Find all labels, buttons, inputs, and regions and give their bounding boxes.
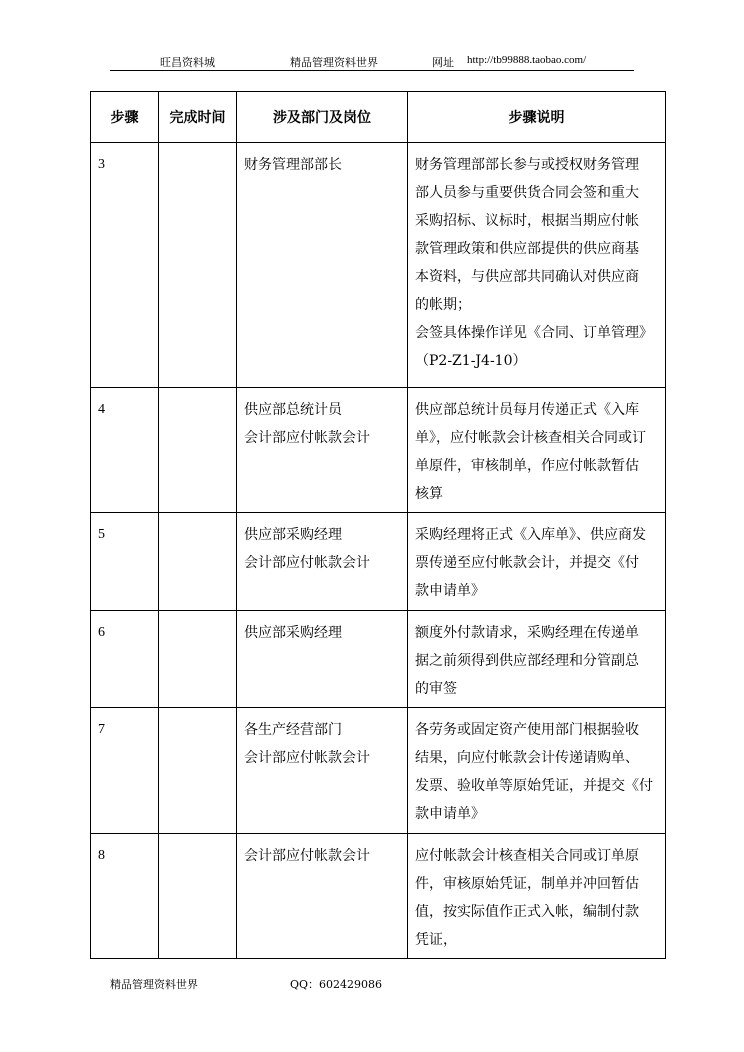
column-header-time: 完成时间 xyxy=(159,92,237,143)
table-row xyxy=(91,388,666,513)
page-header xyxy=(110,52,634,71)
description-line: 采购招标、议标时，根据当期应付帐 xyxy=(415,213,639,229)
department-name: 供应部总统计员 xyxy=(244,402,342,418)
footer-qq: QQ：602429086 xyxy=(290,978,383,991)
department-cell xyxy=(237,143,408,388)
description-line: 款申请单》 xyxy=(415,806,485,822)
table-row xyxy=(91,708,666,834)
procedure-table xyxy=(90,91,666,959)
header-site-name: 精品管理资料世界 xyxy=(290,56,378,69)
department-name: 会计部应付帐款会计 xyxy=(244,848,370,864)
step-number: 3 xyxy=(91,143,159,388)
department-name: 各生产经营部门 xyxy=(244,722,342,738)
step-number: 6 xyxy=(91,611,159,708)
description-line: 核算 xyxy=(415,486,443,502)
description-line: 单原件，审核制单，作应付帐款暂估 xyxy=(415,458,639,474)
description-line: 本资料，与供应部共同确认对供应商 xyxy=(415,269,639,285)
description-line: 部人员参与重要供货合同会签和重大 xyxy=(415,185,639,201)
step-number: 8 xyxy=(91,834,159,959)
description-line: 的审签 xyxy=(415,681,457,697)
description-line: 款管理政策和供应部提供的供应商基 xyxy=(415,241,639,257)
table-row xyxy=(91,834,666,959)
description-cell xyxy=(408,143,666,388)
description-line: 额度外付款请求，采购经理在传递单 xyxy=(415,625,639,641)
department-name: 会计部应付帐款会计 xyxy=(244,750,370,766)
footer-site-name: 精品管理资料世界 xyxy=(110,978,198,991)
step-number: 4 xyxy=(91,388,159,513)
department-name: 供应部采购经理 xyxy=(244,625,342,641)
department-cell xyxy=(237,388,408,513)
header-url-link[interactable]: http://tb99888.taobao.com/ xyxy=(467,54,587,66)
description-line: 单》，应付帐款会计核查相关合同或订 xyxy=(415,430,646,446)
table-row xyxy=(91,611,666,708)
description-cell xyxy=(408,611,666,708)
description-line: 会签具体操作详见《合同、订单管理》 xyxy=(415,325,653,341)
description-cell xyxy=(408,834,666,959)
step-number: 7 xyxy=(91,708,159,834)
description-line: 各劳务或固定资产使用部门根据验收 xyxy=(415,722,639,738)
completion-time xyxy=(159,143,237,388)
column-header-step: 步骤 xyxy=(91,92,159,143)
completion-time xyxy=(159,708,237,834)
step-number: 5 xyxy=(91,513,159,611)
header-url-label: 网址 xyxy=(432,56,454,69)
description-line: 凭证， xyxy=(415,932,457,948)
description-line: 财务管理部部长参与或授权财务管理 xyxy=(415,157,639,173)
completion-time xyxy=(159,513,237,611)
description-line: 的帐期； xyxy=(415,297,471,313)
description-cell xyxy=(408,708,666,834)
department-cell xyxy=(237,513,408,611)
description-line: 据之前须得到供应部经理和分管副总 xyxy=(415,653,639,669)
table-row xyxy=(91,513,666,611)
department-name: 供应部采购经理 xyxy=(244,527,342,543)
completion-time xyxy=(159,834,237,959)
description-line: 值，按实际值作正式入帐，编制付款 xyxy=(415,904,639,920)
description-line: 款申请单》 xyxy=(415,583,485,599)
column-header-department: 涉及部门及岗位 xyxy=(237,92,408,143)
table-header-row xyxy=(91,92,666,143)
completion-time xyxy=(159,388,237,513)
description-line: 票传递至应付帐款会计，并提交《付 xyxy=(415,555,639,571)
column-header-description: 步骤说明 xyxy=(408,92,666,143)
description-line: 应付帐款会计核查相关合同或订单原 xyxy=(415,848,639,864)
department-cell xyxy=(237,834,408,959)
description-line: 件，审核原始凭证，制单并冲回暂估 xyxy=(415,876,639,892)
description-line: 结果，向应付帐款会计传递请购单、 xyxy=(415,750,639,766)
department-name: 会计部应付帐款会计 xyxy=(244,555,370,571)
description-line: 采购经理将正式《入库单》、供应商发 xyxy=(415,527,646,543)
completion-time xyxy=(159,611,237,708)
table-row xyxy=(91,143,666,388)
header-shop-name: 旺昌资料城 xyxy=(160,56,215,69)
description-cell xyxy=(408,388,666,513)
description-line: 发票、验收单等原始凭证，并提交《付 xyxy=(415,778,653,794)
description-line: 供应部总统计员每月传递正式《入库 xyxy=(415,402,639,418)
department-cell xyxy=(237,708,408,834)
description-line: （P2-Z1-J4-10） xyxy=(415,353,527,369)
description-cell xyxy=(408,513,666,611)
department-name: 财务管理部部长 xyxy=(244,157,342,173)
department-cell xyxy=(237,611,408,708)
department-name: 会计部应付帐款会计 xyxy=(244,430,370,446)
